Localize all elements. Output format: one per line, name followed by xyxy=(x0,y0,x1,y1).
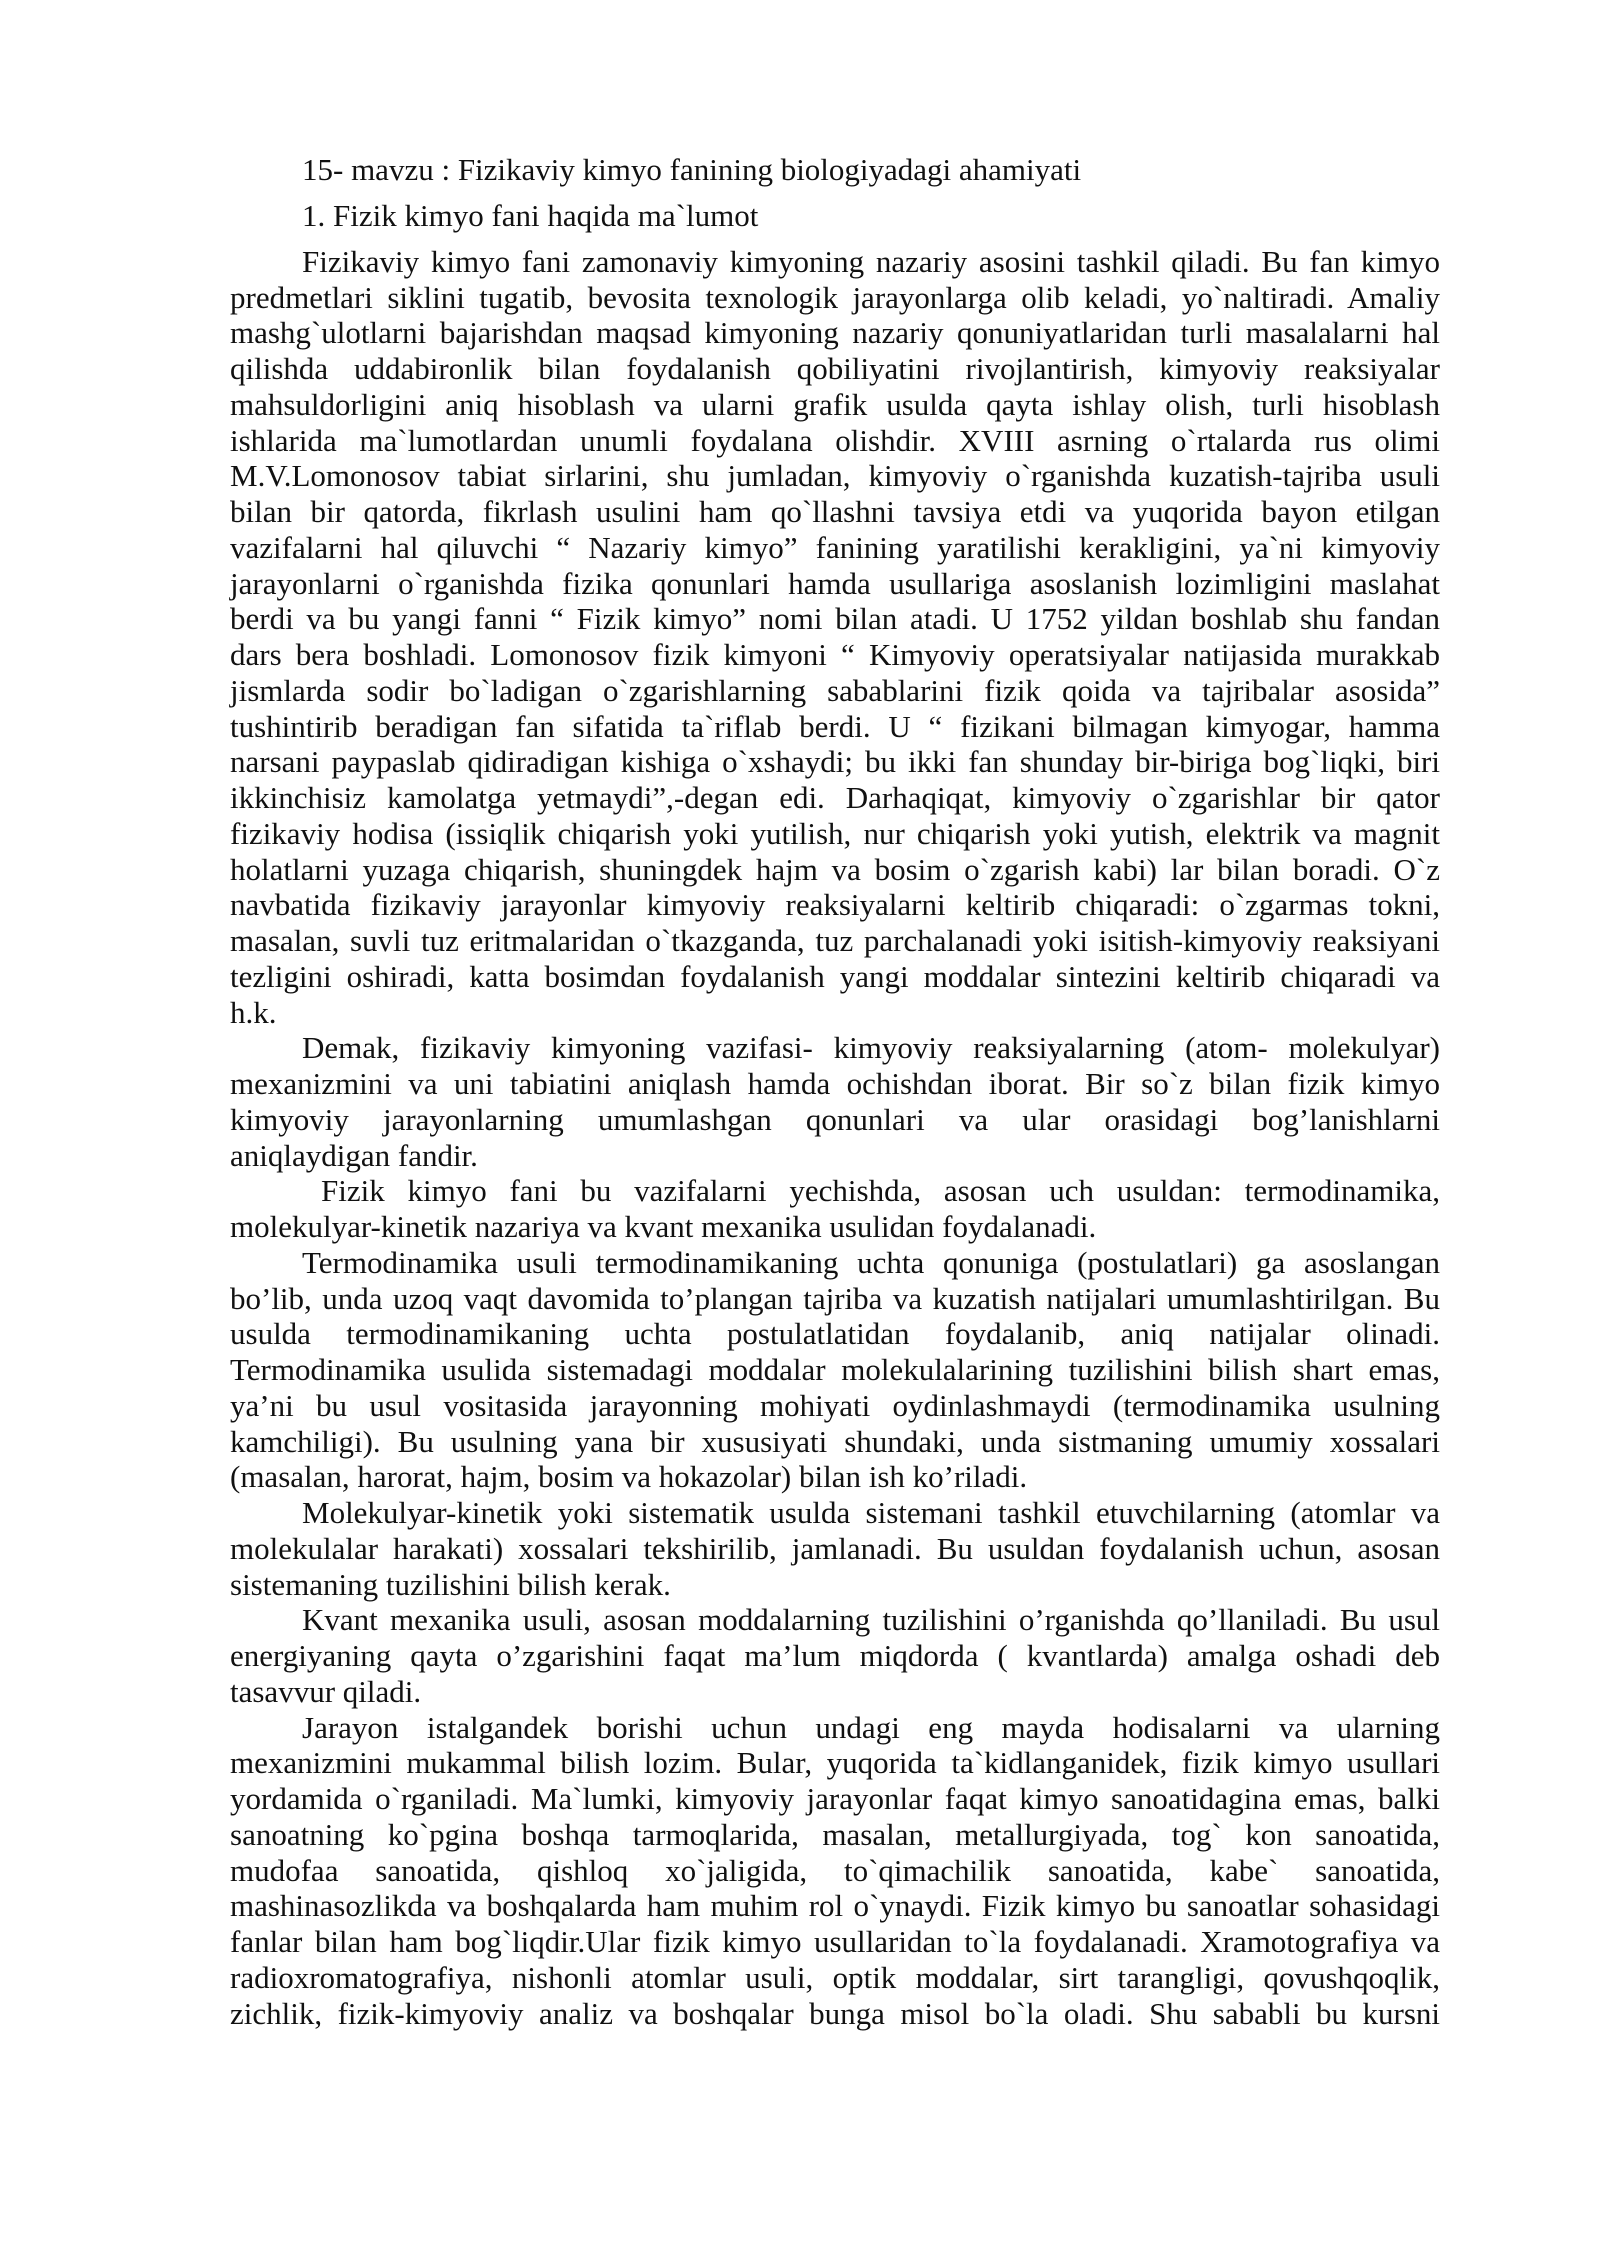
text-line: yordamida o`rganiladi. Ma`lumki, kimyoviy jarayonlar faqat kimyo sanoatidagina emas, balki xyxy=(230,1781,1440,1817)
text-line: energiyaning qayta o’zgarishini faqat ma’lum miqdorda ( kvantlarda) amalga oshadi deb xyxy=(230,1638,1440,1674)
text-line: tushintirib beradigan fan sifatida ta`riflab berdi. U “ fizikani bilmagan kimyogar, hamma xyxy=(230,708,1440,744)
text-line: molekulalar harakati) xossalari tekshirilib, jamlanadi. Bu usuldan foydalanish uchun, asosan xyxy=(230,1530,1440,1566)
text-line: narsani paypaslab qidiradigan kishiga o`xshaydi; bu ikki fan shunday bir-biriga bog`liqki, biri xyxy=(230,744,1440,780)
text-line: predmetlari siklini tugatib, bevosita texnologik jarayonlarga olib keladi, yo`naltiradi. Amaliy xyxy=(230,279,1440,315)
text-line: ya’ni bu usul vositasida jarayonning mohiyati oydinlashmaydi (termodinamika usulning xyxy=(230,1387,1440,1423)
text-line: Demak, fizikaviy kimyoning vazifasi- kimyoviy reaksiyalarning (atom- molekulyar) xyxy=(302,1030,1440,1066)
document-body xyxy=(230,244,1440,2032)
text-line: masalan, suvli tuz eritmalaridan o`tkazganda, tuz parchalanadi yoki isitish-kimyoviy reaksiyani xyxy=(230,923,1440,959)
section-title: 1. Fizik kimyo fani haqida ma`lumot xyxy=(302,197,759,233)
text-line: kamchiligi). Bu usulning yana bir xususiyati shundaki, unda sistmaning umumiy xossalari xyxy=(230,1423,1440,1459)
text-line: Fizik kimyo fani bu vazifalarni yechishda, asosan uch usuldan: termodinamika, xyxy=(321,1173,1440,1209)
text-line: Fizikaviy kimyo fani zamonaviy kimyoning nazariy asosini tashkil qiladi. Bu fan kimyo xyxy=(302,243,1440,279)
text-line: Kvant mexanika usuli, asosan moddalarning tuzilishini o’rganishda qo’llaniladi. Bu usul xyxy=(302,1602,1440,1638)
text-line: fizikaviy hodisa (issiqlik chiqarish yoki yutilish, nur chiqarish yoki yutish, elektrik va magnit xyxy=(230,815,1440,851)
paragraph-quantum xyxy=(230,1602,1440,1709)
paragraph-thermodynamics xyxy=(230,1245,1440,1495)
text-line: berdi va bu yangi fanni “ Fizik kimyo” nomi bilan atadi. U 1752 yildan boshlab shu fandan xyxy=(230,601,1440,637)
topic-title: 15- mavzu : Fizikaviy kimyo fanining biologiyadagi ahamiyati xyxy=(302,152,1082,187)
text-line: bo’lib, unda uzoq vaqt davomida to’plangan tajriba va kuzatish natijalari umumlashtirilgan. Bu xyxy=(230,1280,1440,1316)
text-line: ikkinchisiz kamolatga yetmaydi”,-degan edi. Darhaqiqat, kimyoviy o`zgarishlar bir qator xyxy=(230,780,1440,816)
paragraph-applications xyxy=(230,1710,1440,2032)
text-line: usulda termodinamikaning uchta postulatlatidan foydalanib, aniq natijalar olinadi. xyxy=(230,1316,1440,1352)
text-line: M.V.Lomonosov tabiat sirlarini, shu jumladan, kimyoviy o`rganishda kuzatish-tajriba usuli xyxy=(230,458,1440,494)
text-line: Molekulyar-kinetik yoki sistematik usulda sistemani tashkil etuvchilarning (atomlar va xyxy=(302,1495,1440,1531)
text-line: vazifalarni hal qiluvchi “ Nazariy kimyo” fanining yaratilishi kerakligini, ya`ni kimyoviy xyxy=(230,529,1440,565)
text-line: radioxromatografiya, nishonli atomlar usuli, optik moddalar, sirt tarangligi, qovushqoqlik, xyxy=(230,1959,1440,1995)
text-line: kimyoviy jarayonlarning umumlashgan qonunlari va ular orasidagi bog’lanishlarni xyxy=(230,1101,1440,1137)
text-line: ishlarida ma`lumotlardan unumli foydalana olishdir. XVIII asrning o`rtalarda rus olimi xyxy=(230,422,1440,458)
paragraph-molecular-kinetic xyxy=(230,1495,1440,1602)
text-line: tasavvur qiladi. xyxy=(230,1673,422,1709)
text-line: sistemaning tuzilishini bilish kerak. xyxy=(230,1566,671,1602)
text-line: holatlarni yuzaga chiqarish, shuningdek hajm va bosim o`zgarish kabi) lar bilan boradi. O`z xyxy=(230,851,1440,887)
text-line: jismlarda sodir bo`ladigan o`zgarishlarning sabablarini fizik qoida va tajribalar asosida” xyxy=(230,672,1440,708)
text-line: mexanizmini va uni tabiatini aniqlash hamda ochishdan iborat. Bir so`z bilan fizik kimyo xyxy=(230,1066,1440,1102)
text-line: mexanizmini mukammal bilish lozim. Bular, yuqorida ta`kidlanganidek, fizik kimyo usullari xyxy=(230,1745,1440,1781)
text-line: h.k. xyxy=(230,994,277,1030)
text-line: dars bera boshladi. Lomonosov fizik kimyoni “ Kimyoviy operatsiyalar natijasida murakkab xyxy=(230,637,1440,673)
text-line: mahsuldorligini aniq hisoblash va ularni grafik usulda qayta ishlay olish, turli hisoblash xyxy=(230,386,1440,422)
text-line: navbatida fizikaviy jarayonlar kimyoviy reaksiyalarni keltirib chiqaradi: o`zgarmas tokni, xyxy=(230,887,1440,923)
text-line: fanlar bilan ham bog`liqdir.Ular fizik kimyo usullaridan to`la foydalanadi. Xramotografiya va xyxy=(230,1924,1440,1960)
text-line: sanoatning ko`pgina boshqa tarmoqlarida, masalan, metallurgiyada, tog` kon sanoatida, xyxy=(230,1816,1440,1852)
paragraph-methods xyxy=(230,1173,1440,1245)
text-line: zichlik, fizik-kimyoviy analiz va boshqalar bunga misol bo`la oladi. Shu sababli bu kursni xyxy=(230,1995,1440,2031)
text-line: Termodinamika usuli termodinamikaning uchta qonuniga (postulatlari) ga asoslangan xyxy=(302,1244,1440,1280)
text-line: (masalan, harorat, hajm, bosim va hokazolar) bilan ish ko’riladi. xyxy=(230,1459,1028,1495)
text-line: mashg`ulotlarni bajarishdan maqsad kimyoning nazariy qonuniyatlaridan turli masalalarni hal xyxy=(230,315,1440,351)
text-line: molekulyar-kinetik nazariya va kvant mexanika usulidan foydalanadi. xyxy=(230,1209,1097,1245)
paragraph-task xyxy=(230,1030,1440,1173)
text-line: qilishda uddabironlik bilan foydalanish qobiliyatini rivojlantirish, kimyoviy reaksiyalar xyxy=(230,351,1440,387)
paragraph-intro xyxy=(230,244,1440,1031)
text-line: bilan bir qatorda, fikrlash usulini ham qo`llashni tavsiya etdi va yuqorida bayon etilgan xyxy=(230,494,1440,530)
text-line: mashinasozlikda va boshqalarda ham muhim rol o`ynaydi. Fizik kimyo bu sanoatlar sohasidagi xyxy=(230,1888,1440,1924)
text-line: mudofaa sanoatida, qishloq xo`jaligida, to`qimachilik sanoatida, kabe` sanoatida, xyxy=(230,1852,1440,1888)
text-line: Jarayon istalgandek borishi uchun undagi eng mayda hodisalarni va ularning xyxy=(302,1709,1440,1745)
text-line: Termodinamika usulida sistemadagi moddalar molekulalarining tuzilishini bilish shart emas, xyxy=(230,1352,1440,1388)
text-line: aniqlaydigan fandir. xyxy=(230,1137,478,1173)
text-line: jarayonlarni o`rganishda fizika qonunlari hamda usullariga asoslanish lozimligini maslahat xyxy=(230,565,1440,601)
text-line: tezligini oshiradi, katta bosimdan foydalanish yangi moddalar sintezini keltirib chiqaradi va xyxy=(230,958,1440,994)
